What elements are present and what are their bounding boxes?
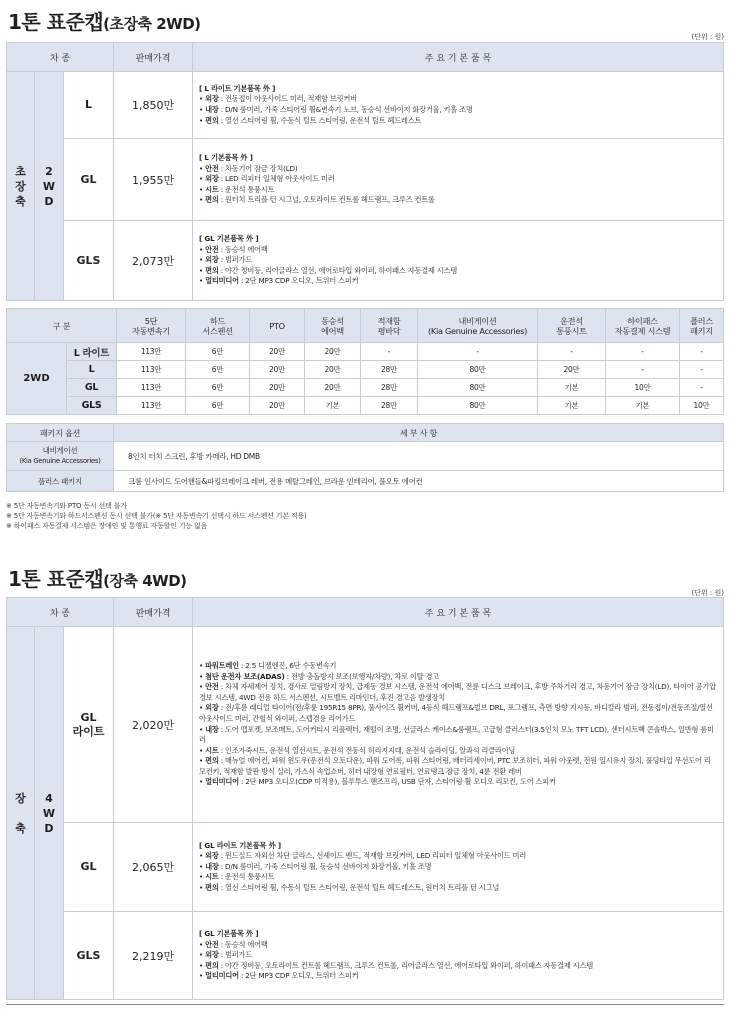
feature-item: • 내장 : 도어 맵포켓, 보조매트, 도어커티시 리플렉터, 재떨이 조명, 선글라스 케이스&룸램프, 고급형 클러스터(3.5인치 모노 TFT LCD), 센터시트백 콘솔박스, 일반형 룸미러 (199, 724, 714, 745)
feature-category: 멀티미디어 (205, 971, 239, 981)
s2-hdr-type: 차 종 (7, 598, 114, 627)
feature-group-heading: [ GL 기본품목 外 ] (199, 234, 259, 244)
option-price: - (361, 343, 418, 361)
feature-category: 첨단 운전자 보조(ADAS) (205, 671, 285, 681)
feature-item: • 편의 : 열선 스티어링 휠, 수동식 틸트 스티어링, 운전석 틸트 헤드레스트, 원터치 트리플 턴 시그널 (199, 882, 500, 892)
s2-feature-cell (193, 627, 724, 823)
feature-category: 외장 (205, 174, 219, 184)
feature-group-heading: [ L 기본품목 外 ] (199, 153, 253, 163)
option-price: 80만 (418, 361, 538, 379)
s1-axle-label: 초 장 축 (7, 72, 35, 301)
s1-hdr-features: 주 요 기 본 품 목 (193, 43, 724, 72)
section2-title-main: 1톤 표준캡 (8, 567, 104, 591)
section2-title-sub: (장축 4WD) (103, 572, 187, 590)
option-price: 10만 (606, 379, 680, 397)
pkg-hdr-option: 패키지 옵션 (7, 424, 114, 442)
option-price: - (680, 343, 724, 361)
bottom-rule (6, 1004, 724, 1005)
s1-price: 1,850만 (114, 72, 193, 139)
s2-hdr-features: 주 요 기 본 품 목 (193, 598, 724, 627)
option-price: 20만 (305, 379, 361, 397)
feature-item: • 내장 : D/N 룸미러, 가죽 스티어링 휠&변속기 노브, 동승석 선바이저 화장거울, 키홀 조명 (199, 105, 473, 114)
option-price: - (538, 343, 606, 361)
feature-category: 안전 (205, 939, 219, 949)
opt-hdr-cell: 5단 자동변속기 (117, 309, 186, 343)
option-price: 113만 (117, 361, 186, 379)
option-price: 6만 (186, 361, 250, 379)
feature-category: 편의 (205, 882, 219, 892)
option-price: 6만 (186, 343, 250, 361)
feature-category: 내장 (205, 724, 219, 734)
option-price: - (606, 343, 680, 361)
section2-table (6, 597, 724, 1000)
option-model: GLS (67, 397, 117, 415)
section2-unit: (단위 : 원) (691, 589, 724, 597)
feature-group-heading: [ GL 라이트 기본품목 外 ] (199, 840, 281, 850)
option-price: 113만 (117, 379, 186, 397)
option-price: 10만 (680, 397, 724, 415)
option-price: 28만 (361, 361, 418, 379)
feature-category: 외장 (205, 703, 219, 713)
feature-category: 안전 (205, 163, 219, 173)
s2-axle-label: 장 축 (7, 627, 35, 1000)
s2-model: GL (64, 823, 114, 912)
feature-category: 편의 (205, 115, 219, 125)
option-price: 6만 (186, 379, 250, 397)
s1-price: 1,955만 (114, 139, 193, 221)
section1-title-main: 1톤 표준캡 (8, 10, 104, 34)
option-price: 20만 (305, 361, 361, 379)
option-price: 20만 (538, 361, 606, 379)
feature-item: • 외장 : 전/후륜 래디얼 타이어(전/후륜 195R15 8PR), 풀사이즈 휠커버, 4등식 헤드램프&벌브 DRL, 포그램프, 측면 방향 지시등, 바디칼라 범퍼, 전동접이/전동조절/열선 아웃사이드 미러, 간헐식 와이퍼, 스텝겸용 리어가드 (199, 703, 713, 723)
option-price: 20만 (250, 397, 305, 415)
s1-feature-cell (193, 72, 724, 139)
opt-hdr-cell: 적재함 평바닥 (361, 309, 418, 343)
section1-title-sub: (초장축 2WD) (103, 15, 201, 33)
option-price: - (606, 361, 680, 379)
feature-item: • 외장 : 범퍼가드 (199, 950, 253, 960)
s1-model: GLS (64, 221, 114, 301)
section1-title (8, 6, 201, 35)
opt-hdr-cell: PTO (250, 309, 305, 343)
option-row (7, 343, 724, 361)
feature-category: 내장 (205, 105, 219, 114)
option-price: 기본 (538, 397, 606, 415)
opt-hdr-cell: 하이패스 자동결제 시스템 (606, 309, 680, 343)
option-price: 113만 (117, 397, 186, 415)
opt-hdr-cell: 동승석 에어백 (305, 309, 361, 343)
package-table (6, 423, 724, 492)
feature-item: • 편의 : 야간 정비등, 오토라이트 컨트롤 헤드램프, 크루즈 컨트롤, 리어글라스 열선, 에어로타입 와이퍼, 하이패스 자동결제 시스템 (199, 960, 593, 970)
option-price: 20만 (305, 343, 361, 361)
feature-category: 시트 (205, 872, 219, 882)
option-price: 28만 (361, 397, 418, 415)
feature-item: • 시트 : 운전석 통풍시트 (199, 872, 275, 882)
option-price-table (6, 308, 724, 415)
pkg-name: 내비게이션 (Kia Genuine Accessories) (7, 442, 114, 471)
footnote: ※ 5단 자동변속기와 하드서스펜션 동시 선택 불가(※ 5단 자동변속기 선택시 하드 서스펜션 기본 적용) (6, 512, 307, 520)
feature-item: • 외장 : 범퍼가드 (199, 255, 253, 265)
option-price: 28만 (361, 379, 418, 397)
option-price: 기본 (305, 397, 361, 415)
option-price: 기본 (606, 397, 680, 415)
feature-item: • 안전 : 동승석 에어백 (199, 244, 268, 254)
feature-category: 외장 (205, 94, 219, 104)
pkg-detail: 8인치 터치 스크린, 후방 카메라, HD DMB (114, 442, 724, 471)
footnote: ※ 5단 자동변속기와 PTO 동시 선택 불가 (6, 502, 127, 510)
feature-item: • 편의 : 열선 스티어링 휠, 수동식 틸트 스티어링, 운전석 틸트 헤드레스트 (199, 115, 422, 125)
feature-item: • 멀티미디어 : 2단 MP3 CDP 오디오, 트위터 스피커 (199, 276, 359, 286)
feature-item: • 파워트레인 : 2.5 디젤엔진, 6단 수동변속기 (199, 660, 337, 670)
feature-category: 파워트레인 (205, 660, 239, 670)
feature-category: 시트 (205, 184, 219, 194)
feature-category: 편의 (205, 960, 219, 970)
option-model: L 라이트 (67, 343, 117, 361)
feature-category: 멀티미디어 (205, 777, 239, 787)
feature-category: 안전 (205, 682, 219, 692)
feature-item: • 시트 : 운전석 통풍시트 (199, 184, 275, 194)
feature-item: • 첨단 운전자 보조(ADAS) : 전방 충돌방지 보조(보행자/차량), 차로 이탈 경고 (199, 671, 440, 681)
feature-item: • 안전 : 동승석 에어백 (199, 939, 268, 949)
s1-feature-cell (193, 221, 724, 301)
option-model: GL (67, 379, 117, 397)
s1-model: GL (64, 139, 114, 221)
option-row (7, 361, 724, 379)
feature-item: • 내장 : D/N 룸미러, 가죽 스티어링 휠, 동승석 선바이저 화장거울, 키홀 조명 (199, 861, 432, 871)
feature-category: 외장 (205, 950, 219, 960)
option-model: L (67, 361, 117, 379)
section1-table (6, 42, 724, 301)
option-price: 20만 (250, 379, 305, 397)
feature-item: • 안전 : 차체 자세제어 장치, 경사로 밀림방지 장치, 급제동 경보 시스템, 운전석 에어백, 전륜 디스크 브레이크, 후방 주차거리 경고, 차동기어 잠금 장치(LD), 타이어 공기압 경보 시스템, 4WD 전용 하드 서스펜션, 시트벨트 리마인더, 후진 경고음 발생장치 (199, 682, 716, 702)
feature-item: • 멀티미디어 : 2단 MP3 CDP 오디오, 트위터 스피커 (199, 971, 359, 981)
feature-item: • 멀티미디어 : 2단 MP3 오디오(CDP 미적용), 블루투스 핸즈프리, USB 단자, 스티어링 휠 오디오 리모컨, 도어 스피커 (199, 777, 556, 787)
footnote: ※ 하이패스 자동결제 시스템은 장애인 및 통행료 자동할인 기능 없음 (6, 522, 208, 530)
s2-price: 2,219만 (114, 912, 193, 1000)
option-price: - (418, 343, 538, 361)
s1-model: L (64, 72, 114, 139)
footnotes (6, 501, 307, 531)
option-price: 6만 (186, 397, 250, 415)
opt-hdr-cell: 내비게이션 (Kia Genuine Accessories) (418, 309, 538, 343)
option-price: 80만 (418, 397, 538, 415)
feature-category: 편의 (205, 195, 219, 205)
option-price: - (680, 379, 724, 397)
feature-category: 시트 (205, 745, 219, 755)
s1-price: 2,073만 (114, 221, 193, 301)
feature-item: • 외장 : LED 리피터 일체형 아웃사이드 미러 (199, 174, 335, 184)
feature-category: 편의 (205, 265, 219, 275)
feature-item: • 편의 : 매뉴얼 에어컨, 파워 윈도우(운전석 오토다운), 파워 도어록, 파워 스티어링, 배터리세이버, PTC 보조히터, 파워 아웃렛, 전원 일시유지 장치, 풀딩타입 무선도어 리모컨키, 적재함 발판 방식 실러, 가스식 속업쇼버, 히터 내장형 연료필터, 연료탱크 잠금 장치, 4륜 전환 레버 (199, 756, 711, 776)
section2-title (8, 563, 187, 592)
feature-item: • 편의 : 야간 정비등, 리어글라스 열선, 에어로타입 와이퍼, 하이패스 자동결제 시스템 (199, 265, 458, 275)
feature-category: 편의 (205, 756, 219, 766)
s2-drive-label: 4 W D (35, 627, 64, 1000)
feature-category: 내장 (205, 861, 219, 871)
s1-hdr-price: 판매가격 (114, 43, 193, 72)
s2-price: 2,065만 (114, 823, 193, 912)
option-price: - (680, 361, 724, 379)
s2-price: 2,020만 (114, 627, 193, 823)
opt-hdr-cell: 하드 서스펜션 (186, 309, 250, 343)
pkg-detail: 크롬 인사이드 도어핸들&파킹브레이크 레버, 전용 메탈그레인, 브라운 인테리어, 풀오토 에어컨 (114, 471, 724, 492)
option-price: 80만 (418, 379, 538, 397)
option-row (7, 397, 724, 415)
pkg-name: 플러스 패키지 (7, 471, 114, 492)
feature-category: 안전 (205, 244, 219, 254)
s2-feature-cell (193, 823, 724, 912)
s1-feature-cell (193, 139, 724, 221)
s2-feature-cell (193, 912, 724, 1000)
feature-group-heading: [ L 라이트 기본품목 外 ] (199, 83, 276, 93)
feature-item: • 외장 : 윈드실드 자외선 차단 글라스, 선셰이드 밴드, 적재함 브릿커버, LED 리피터 일체형 아웃사이드 미러 (199, 851, 527, 861)
pkg-hdr-detail: 세 부 사 항 (114, 424, 724, 442)
opt-hdr-cell: 운전석 통풍시트 (538, 309, 606, 343)
feature-item: • 외장 : 전동접이 아웃사이드 미러, 적재함 브릿커버 (199, 94, 357, 104)
feature-category: 외장 (205, 851, 219, 861)
feature-category: 멀티미디어 (205, 276, 239, 286)
option-group-label: 2WD (7, 343, 67, 415)
s2-model: GLS (64, 912, 114, 1000)
option-price: 20만 (250, 343, 305, 361)
s1-hdr-type: 차 종 (7, 43, 114, 72)
feature-item: • 시트 : 인조가죽시트, 운전석 열선시트, 운전석 전동식 허리지지대, 운전석 슬라이딩, 알콰석 리클라이닝 (199, 745, 516, 755)
feature-item: • 안전 : 차동기어 잠금 장치(LD) (199, 163, 298, 173)
feature-category: 외장 (205, 255, 219, 265)
opt-hdr-cell: 플러스 패키지 (680, 309, 724, 343)
feature-group-heading: [ GL 기본품목 外 ] (199, 929, 259, 939)
section1-unit: (단위 : 원) (691, 33, 724, 41)
opt-hdr-cell: 구 분 (7, 309, 117, 343)
s2-hdr-price: 판매가격 (114, 598, 193, 627)
option-price: 20만 (250, 361, 305, 379)
option-price: 113만 (117, 343, 186, 361)
s2-model: GL 라이트 (64, 627, 114, 823)
feature-item: • 편의 : 원터치 트리플 턴 시그널, 오토라이트 컨트롤 헤드램프, 크루즈 컨트롤 (199, 195, 435, 205)
option-row (7, 379, 724, 397)
option-price: 기본 (538, 379, 606, 397)
s1-drive-label: 2 W D (35, 72, 64, 301)
